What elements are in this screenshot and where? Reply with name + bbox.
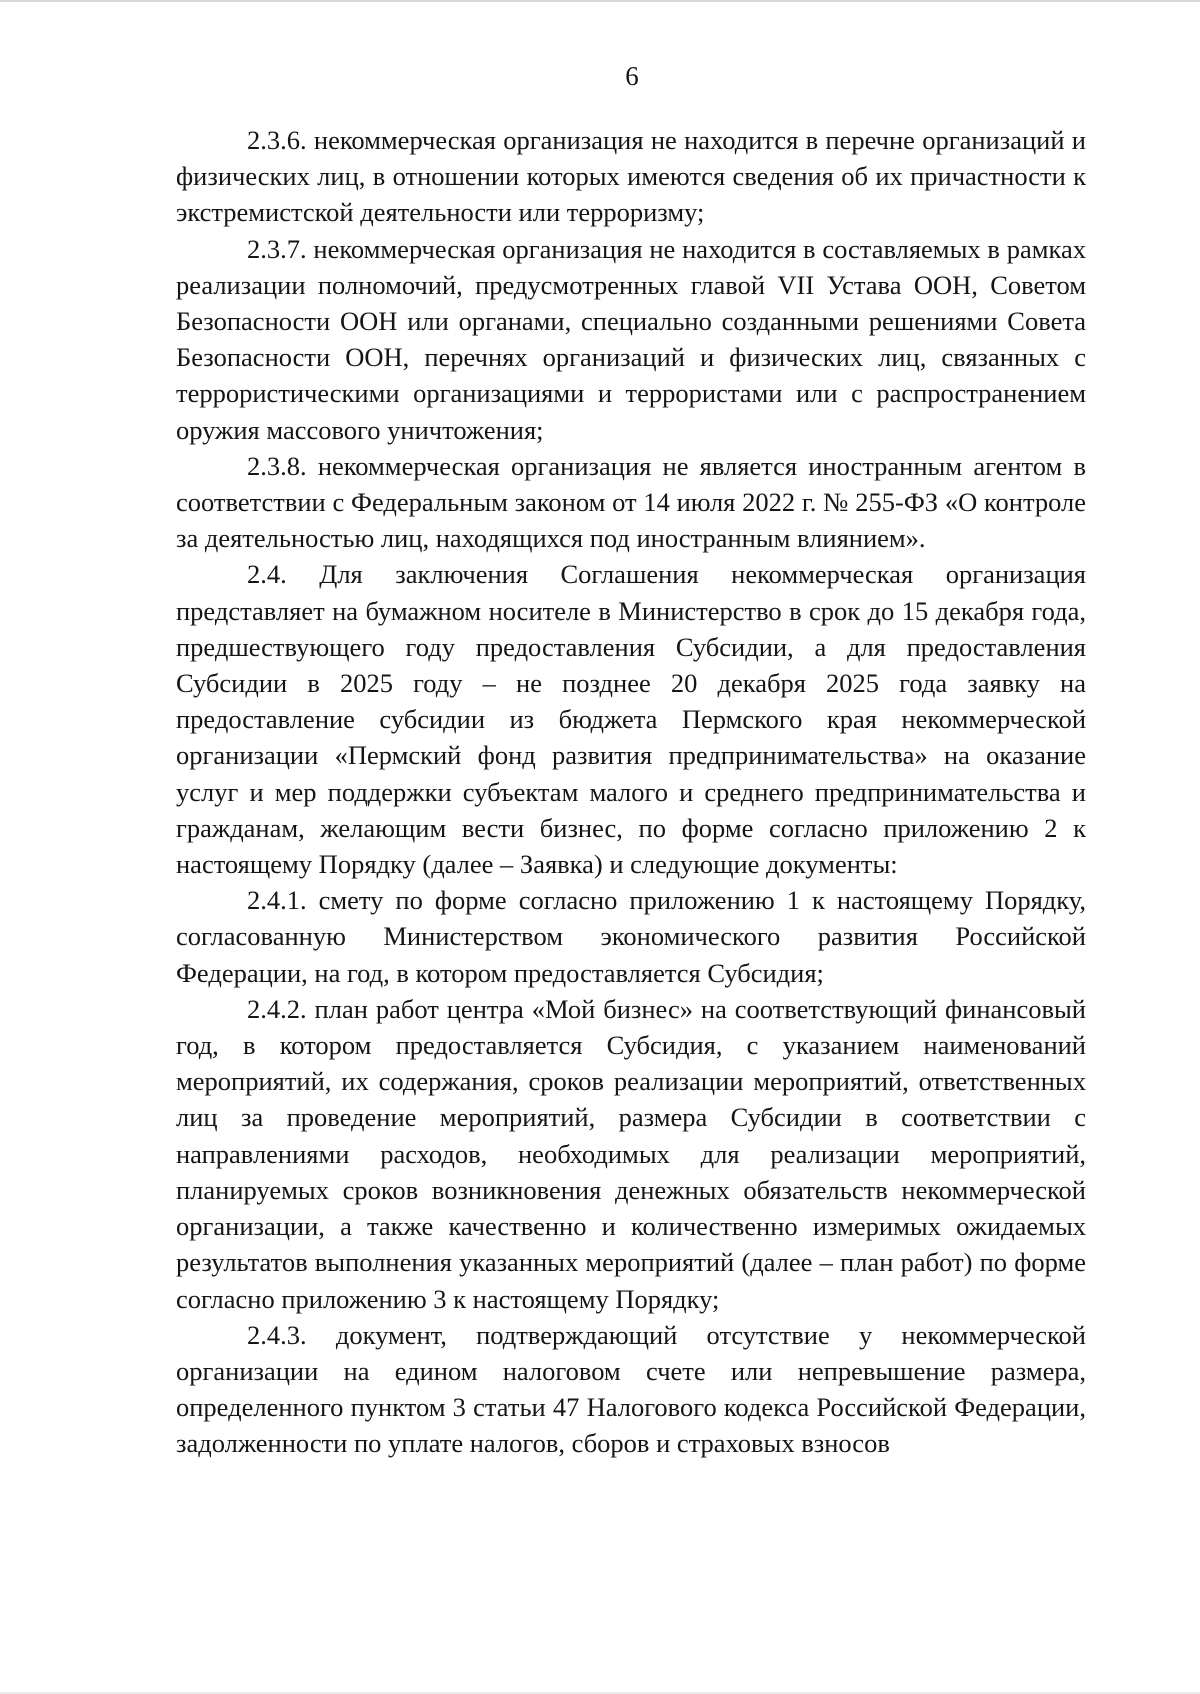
paragraph-2-4: 2.4. Для заключения Соглашения некоммерческая организация представляет на бумажном носителе в Министерство в срок до 15 декабря года, предшествующего году предоставления Субсидии, а для предоставления Субсидии в 2025 году – не позднее 20 декабря 2025 года заявку на предоставление субсидии из бюджета Пермского края некоммерческой организации «Пермский фонд развития предпринимательства» на оказание услуг и мер поддержки субъектам малого и среднего предпринимательства и гражданам, желающим вести бизнес, по форме согласно приложению 2 к настоящему Порядку (далее – Заявка) и следующие документы: [176, 559, 1086, 880]
document-body [176, 122, 1086, 1462]
paragraph-2-4-1: 2.4.1. смету по форме согласно приложению 1 к настоящему Порядку, согласованную Министерством экономического развития Российской Федерации, на год, в котором предоставляется Субсидия; [176, 885, 1086, 988]
paragraph-2-3-6: 2.3.6. некоммерческая организация не находится в перечне организаций и физических лиц, в отношении которых имеются сведения об их причастности к экстремистской деятельности или терроризму; [176, 125, 1086, 228]
paragraph-2-3-7: 2.3.7. некоммерческая организация не находится в составляемых в рамках реализации полномочий, предусмотренных главой VII Устава ООН, Советом Безопасности ООН или органами, специально созданными решениями Совета Безопасности ООН, перечнях организаций и физических лиц, связанных с террористическими организациями и террористами или с распространением оружия массового уничтожения; [176, 233, 1086, 445]
page-number: 6 [625, 61, 639, 91]
paragraph-2-4-2: 2.4.2. план работ центра «Мой бизнес» на соответствующий финансовый год, в котором предоставляется Субсидия, с указанием наименований мероприятий, их содержания, сроков реализации мероприятий, ответственных лиц за проведение мероприятий, размера Субсидии в соответствии с направлениями расходов, необходимых для реализации мероприятий, планируемых сроков возникновения денежных обязательств некоммерческой организации, а также качественно и количественно измеримых ожидаемых результатов выполнения указанных мероприятий (далее – план работ) по форме согласно приложению 3 к настоящему Порядку; [176, 993, 1086, 1314]
paragraph-2-3-8: 2.3.8. некоммерческая организация не является иностранным агентом в соответствии с Федеральным законом от 14 июля 2022 г. № 255-ФЗ «О контроле за деятельностью лиц, находящихся под иностранным влиянием». [176, 450, 1086, 554]
paragraph-2-4-3: 2.4.3. документ, подтверждающий отсутствие у некоммерческой организации на едином налоговом счете или непревышение размера, определенного пунктом 3 статьи 47 Налогового кодекса Российской Федерации, задолженности по уплате налогов, сборов и страховых взносов [176, 1319, 1086, 1459]
page-top-edge [0, 0, 1200, 2]
